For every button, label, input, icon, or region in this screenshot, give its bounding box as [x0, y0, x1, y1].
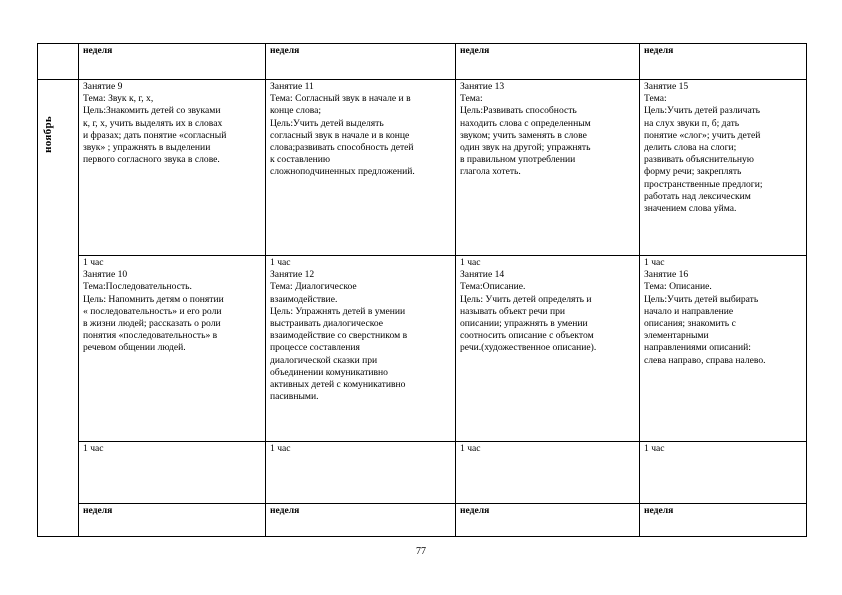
lesson-line: звуком; учить заменять в слове	[460, 129, 587, 141]
lesson-line: понятие «слог»; учить детей	[644, 129, 761, 141]
lesson-line: речевом общении людей.	[83, 342, 186, 354]
lesson-row-top	[38, 80, 807, 256]
lesson-title: Занятие 9	[83, 81, 123, 92]
lesson-line: Цель: Учить детей определять и	[460, 293, 592, 305]
week-label: неделя	[83, 45, 113, 56]
hours-cell	[640, 442, 807, 504]
lesson-line: активных детей с комуникативно	[270, 379, 406, 391]
lesson-line: описания; знакомить с	[644, 318, 736, 330]
lesson-line: первого согласного звука в слове.	[83, 154, 220, 166]
lesson-cell	[79, 256, 266, 442]
week-header-cell	[266, 44, 456, 80]
lesson-line: Цель:Учить детей различать	[644, 105, 761, 117]
lesson-line: Тема: Описание.	[644, 281, 712, 293]
lesson-line: Цель:Учить детей выбирать	[644, 293, 759, 305]
lesson-line: объединении комуникативно	[270, 366, 388, 378]
week-label: неделя	[644, 505, 674, 516]
page-number: 77	[416, 546, 426, 557]
lesson-line: Тема:Последовательность.	[83, 281, 192, 293]
lesson-title: Занятие 10	[83, 269, 128, 281]
lesson-line: диалогической сказки при	[270, 354, 378, 366]
lesson-cell	[456, 256, 640, 442]
lesson-line: развивать объяснительную	[644, 154, 754, 166]
hours-cell	[456, 442, 640, 504]
lesson-line: Цель:Развивать способность	[460, 105, 577, 117]
lesson-cell	[456, 80, 640, 256]
lesson-cell	[640, 256, 807, 442]
lesson-line: Тема: Звук к, г, х,	[83, 93, 154, 105]
lesson-line: Цель: Упражнять детей в умении	[270, 305, 406, 317]
lesson-line: начало и направление	[644, 305, 734, 317]
lesson-cell	[266, 256, 456, 442]
lesson-line: процессе составления	[270, 342, 360, 354]
lesson-line: конце слова;	[270, 105, 322, 117]
lesson-line: согласный звук в начале и в конце	[270, 129, 410, 141]
lesson-line: направлениями описаний:	[644, 342, 751, 354]
hours-label: 1 час	[83, 257, 104, 268]
lesson-line: пасивными.	[270, 391, 319, 403]
lesson-line: на слух звуки п, б; дать	[644, 117, 740, 129]
hours-label: 1 час	[270, 443, 291, 454]
hours-label: 1 час	[460, 257, 481, 268]
week-header-cell	[79, 504, 266, 537]
lesson-line: глагола хотеть.	[460, 166, 521, 178]
lesson-title: Занятие 15	[644, 81, 689, 92]
lesson-line: значением слова уйма.	[644, 203, 737, 215]
lesson-line: форму речи; закреплять	[644, 166, 742, 178]
week-header-cell	[266, 504, 456, 537]
week-label: неделя	[644, 45, 674, 56]
lesson-line: слова;развивать способность детей	[270, 142, 414, 154]
week-label: неделя	[270, 45, 300, 56]
month-cell	[38, 80, 79, 537]
week-header-cell	[640, 504, 807, 537]
lesson-line: называть объект речи при	[460, 305, 566, 317]
hours-row	[38, 442, 807, 504]
lesson-line: слева направо, справа налево.	[644, 354, 766, 366]
lesson-title: Занятие 12	[270, 269, 315, 281]
lesson-line: элементарными	[644, 330, 709, 342]
hours-label: 1 час	[460, 443, 481, 454]
week-header-row-top	[38, 44, 807, 80]
lesson-row-bottom	[38, 256, 807, 442]
lesson-line: и фразах; дать понятие «согласный	[83, 129, 227, 141]
lesson-line: Тема: Диалогическое	[270, 281, 357, 293]
lesson-line: работать над лексическим	[644, 190, 751, 202]
lesson-line: Тема:Описание.	[460, 281, 526, 293]
lesson-line: пространственные предлоги;	[644, 178, 763, 190]
lesson-line: соотносить описание с объектом	[460, 330, 594, 342]
lesson-cell	[640, 80, 807, 256]
lesson-line: звук» ; упражнять в выделении	[83, 142, 211, 154]
week-label: неделя	[270, 505, 300, 516]
lesson-title: Занятие 14	[460, 269, 505, 281]
lesson-line: взаимодействие со сверстником в	[270, 330, 408, 342]
empty-corner-cell	[38, 44, 79, 80]
week-header-cell	[456, 44, 640, 80]
lesson-title: Занятие 11	[270, 81, 314, 92]
lesson-line: понятия «последовательность» в	[83, 330, 218, 342]
week-label: неделя	[83, 505, 113, 516]
lesson-line: делить слова на слоги;	[644, 142, 737, 154]
lesson-line: сложноподчиненных предложений.	[270, 166, 415, 178]
lesson-line: Тема:	[460, 93, 483, 105]
lesson-line: к составлению	[270, 154, 331, 166]
week-header-cell	[456, 504, 640, 537]
lesson-line: находить слова с определенным	[460, 117, 591, 129]
lesson-line: один звук на другой; упражнять	[460, 142, 591, 154]
week-header-cell	[640, 44, 807, 80]
hours-label: 1 час	[644, 443, 665, 454]
lesson-line: Цель:Знакомить детей со звуками	[83, 105, 221, 117]
week-header-cell	[79, 44, 266, 80]
lesson-line: в правильном употреблении	[460, 154, 576, 166]
lesson-title: Занятие 13	[460, 81, 505, 92]
week-header-row-bottom	[38, 504, 807, 537]
hours-label: 1 час	[644, 257, 665, 268]
hours-cell	[79, 442, 266, 504]
lesson-line: взаимодействие.	[270, 293, 338, 305]
lesson-line: « последовательность» и его роли	[83, 305, 222, 317]
month-label: ноябрь	[42, 116, 54, 153]
lesson-cell	[266, 80, 456, 256]
lesson-cell	[79, 80, 266, 256]
week-label: неделя	[460, 45, 490, 56]
hours-cell	[266, 442, 456, 504]
lesson-line: Цель:Учить детей выделять	[270, 117, 384, 129]
lesson-title: Занятие 16	[644, 269, 689, 281]
lesson-plan-table	[37, 43, 807, 537]
week-label: неделя	[460, 505, 490, 516]
lesson-line: к, г, х, учить выделять их в словах	[83, 117, 223, 129]
lesson-line: Тема: Согласный звук в начале и в	[270, 93, 411, 105]
lesson-line: Цель: Напомнить детям о понятии	[83, 293, 224, 305]
lesson-line: описании; упражнять в умении	[460, 318, 588, 330]
hours-label: 1 час	[270, 257, 291, 268]
lesson-line: речи.(художественное описание).	[460, 342, 597, 354]
hours-label: 1 час	[83, 443, 104, 454]
lesson-line: Тема:	[644, 93, 667, 105]
lesson-line: в жизни людей; рассказать о роли	[83, 318, 221, 330]
lesson-line: выстраивать диалогическое	[270, 318, 384, 330]
